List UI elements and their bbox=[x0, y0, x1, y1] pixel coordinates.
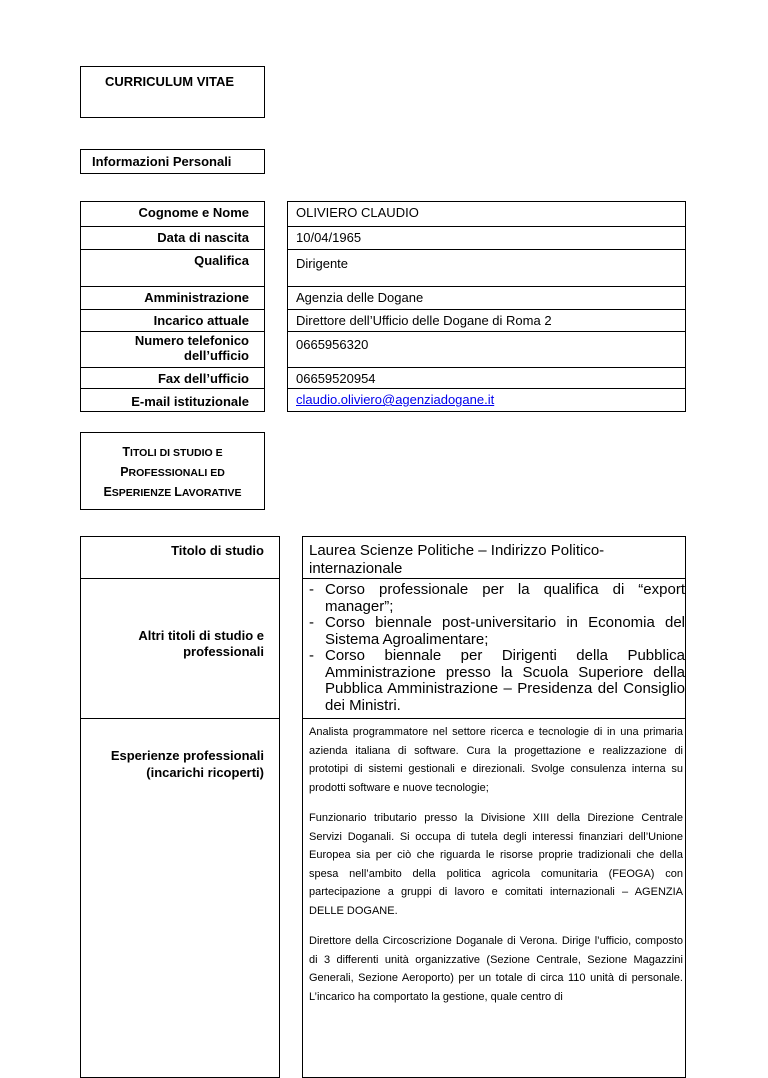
list-item: - Corso professionale per la qualifica di “export manager”; bbox=[309, 582, 685, 615]
row-esperienze bbox=[81, 719, 686, 1078]
value-telefono: 0665956320 bbox=[288, 332, 686, 368]
row-altri-titoli bbox=[81, 579, 686, 719]
row-name bbox=[81, 202, 686, 227]
cv-title-box bbox=[80, 66, 265, 118]
label-altri-titoli: Altri titoli di studio e professionali bbox=[81, 579, 280, 719]
list-item: - Corso biennale per Dirigenti della Pubblica Amministrazione presso la Scuola Superiore della Pubblica Amministrazione – Presidenza del Consiglio dei Ministri. bbox=[309, 648, 685, 714]
altri-titoli-list bbox=[309, 579, 685, 718]
label-fax: Fax dell’ufficio bbox=[81, 368, 265, 389]
value-altri-titoli bbox=[303, 579, 686, 719]
row-telefono bbox=[81, 332, 686, 368]
label-email: E-mail istituzionale bbox=[81, 389, 265, 412]
row-amministrazione bbox=[81, 287, 686, 310]
label-qualifica: Qualifica bbox=[81, 250, 265, 287]
row-birth bbox=[81, 227, 686, 250]
label-birth: Data di nascita bbox=[81, 227, 265, 250]
personal-info-header bbox=[80, 149, 265, 174]
label-esperienze: Esperienze professionali (incarichi ricoperti) bbox=[81, 719, 280, 1078]
row-email bbox=[81, 389, 686, 412]
label-name: Cognome e Nome bbox=[81, 202, 265, 227]
experience-paragraph: Funzionario tributario presso la Divisione XIII della Direzione Centrale Servizi Doganali. Si occupa di tutela degli interessi finanziari dell’Unione Europea sia per ciò che riguarda le risorse proprie tradizionali che della spesa nell’ambito della politica agricola comunitaria (FEOGA) con partecipazione a gruppi di lavoro e comitati internazionali – AGENZIA DELLE DOGANE. bbox=[309, 812, 683, 917]
value-fax: 06659520954 bbox=[288, 368, 686, 389]
row-fax bbox=[81, 368, 686, 389]
personal-info-title: Informazioni Personali bbox=[92, 154, 232, 169]
email-link[interactable]: claudio.oliviero@agenziadogane.it bbox=[296, 392, 495, 407]
value-titolo: Laurea Scienze Politiche – Indirizzo Politico-internazionale bbox=[303, 537, 686, 579]
value-email bbox=[288, 389, 686, 412]
label-incarico: Incarico attuale bbox=[81, 310, 265, 332]
studies-section-header bbox=[80, 432, 265, 510]
value-amministrazione: Agenzia delle Dogane bbox=[288, 287, 686, 310]
list-item: - Corso biennale post-universitario in Economia del Sistema Agroalimentare; bbox=[309, 615, 685, 648]
studies-section-title: TITOLI DI STUDIO E PROFESSIONALI ED ESPERIENZE LAVORATIVE bbox=[103, 445, 242, 499]
value-birth: 10/04/1965 bbox=[288, 227, 686, 250]
row-titolo bbox=[81, 537, 686, 579]
label-telefono: Numero telefonico dell’ufficio bbox=[81, 332, 265, 368]
row-incarico bbox=[81, 310, 686, 332]
value-esperienze bbox=[303, 719, 686, 1078]
label-titolo: Titolo di studio bbox=[81, 537, 280, 579]
experience-paragraph: Analista programmatore nel settore ricerca e tecnologie di in una primaria azienda italiana di software. Cura la progettazione e realizzazione di prototipi di sistemi gestionali e direzionali. Svolge consulenza interna su prodotti software e nuove tecnologie; bbox=[309, 726, 683, 794]
label-amministrazione: Amministrazione bbox=[81, 287, 265, 310]
value-name: OLIVIERO CLAUDIO bbox=[288, 202, 686, 227]
row-qualifica bbox=[81, 250, 686, 287]
experience-paragraph: Direttore della Circoscrizione Doganale di Verona. Dirige l’ufficio, composto di 3 differenti unità organizzative (Sezione Centrale, Sezione Magazzini Generali, Sezione Aeroporto) per un totale di circa 110 unità di personale. L’incarico ha comportato la gestione, quale centro di bbox=[309, 935, 683, 1003]
value-incarico: Direttore dell’Ufficio delle Dogane di Roma 2 bbox=[288, 310, 686, 332]
cv-title: CURRICULUM VITAE bbox=[105, 74, 235, 89]
studies-table bbox=[80, 536, 686, 1078]
personal-info-table bbox=[80, 201, 686, 412]
value-qualifica: Dirigente bbox=[288, 250, 686, 287]
